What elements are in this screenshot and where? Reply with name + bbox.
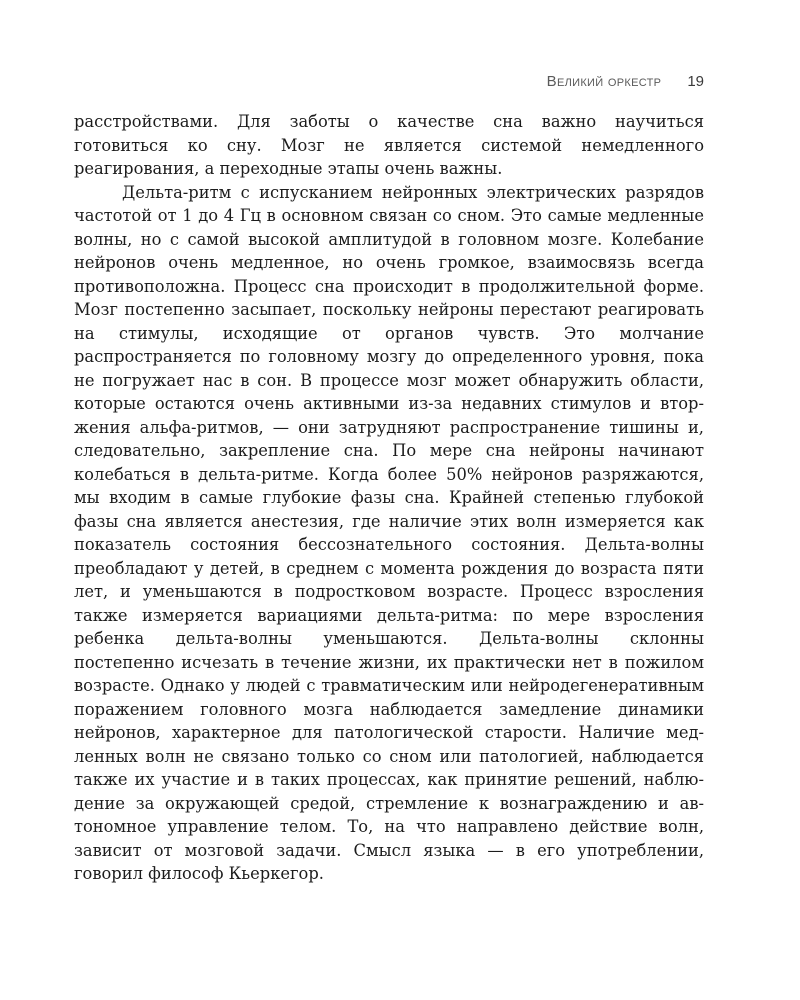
- paragraph-continued: расстройствами. Для заботы о качестве сна важно научиться готовиться ко сну. Мозг не является системой немедленного реагирования, а переходные этапы очень важны.: [74, 112, 704, 178]
- paragraph-delta-rhythm: Дельта-ритм с испусканием нейронных электрических разрядов частотой от 1 до 4 Гц в основном связан со сном. Это самые медленные волны, но с самой высокой амплитудой в головном мозге. Колебание нейронов очень медленное, но очень громкое, взаимосвязь всегда противоположна. Процесс сна происходит в продолжительной форме. Мозг постепенно засыпает, поскольку нейроны перестают реагировать на стимулы, исходящие от органов чувств. Это молчание распространяется по головному мозгу до определенного уровня, пока не погружает нас в сон. В процессе мозг может обнаружить области, которые остаются очень активными из-за недавних стимулов и вторжения альфа-ритмов, — они затрудняют распространение тишины и, следовательно, закрепление сна. По мере сна нейроны начинают колебаться в дельта-ритме. Когда более 50% нейронов разряжаются, мы входим в самые глубокие фазы сна. Крайней степенью глубокой фазы сна является анестезия, где наличие этих волн измеряется как показатель состояния бессознательного состояния. Дельта-волны преобладают у детей, в среднем с момента рождения до возраста пяти лет, и уменьшаются в подростковом возрасте. Процесс взросления также измеряется вариациями дельта-ритма: по мере взросления ребенка дельта-волны уменьшаются. Дельта-волны склонны постепенно исчезать в течение жизни, их практически нет в пожилом возрасте. Однако у людей с травматическим или нейродегенеративным поражением головного мозга наблюдается замедление динамики нейронов, характерное для патологической старости. Наличие медленных волн не связано только со сном или патологией, наблюдается также их участие и в таких процессах, как принятие решений, наблюдение за окружающей средой, стремление к вознаграждению и автономное управление телом. То, на что направлено действие волн, зависит от мозговой задачи. Смысл языка — в его употреблении, говорил философ Кьеркегор.: [74, 182, 704, 883]
- running-head: [547, 70, 704, 92]
- body-text: [74, 110, 704, 886]
- page-number: 19: [687, 72, 704, 90]
- running-title: Великий оркестр: [546, 72, 662, 90]
